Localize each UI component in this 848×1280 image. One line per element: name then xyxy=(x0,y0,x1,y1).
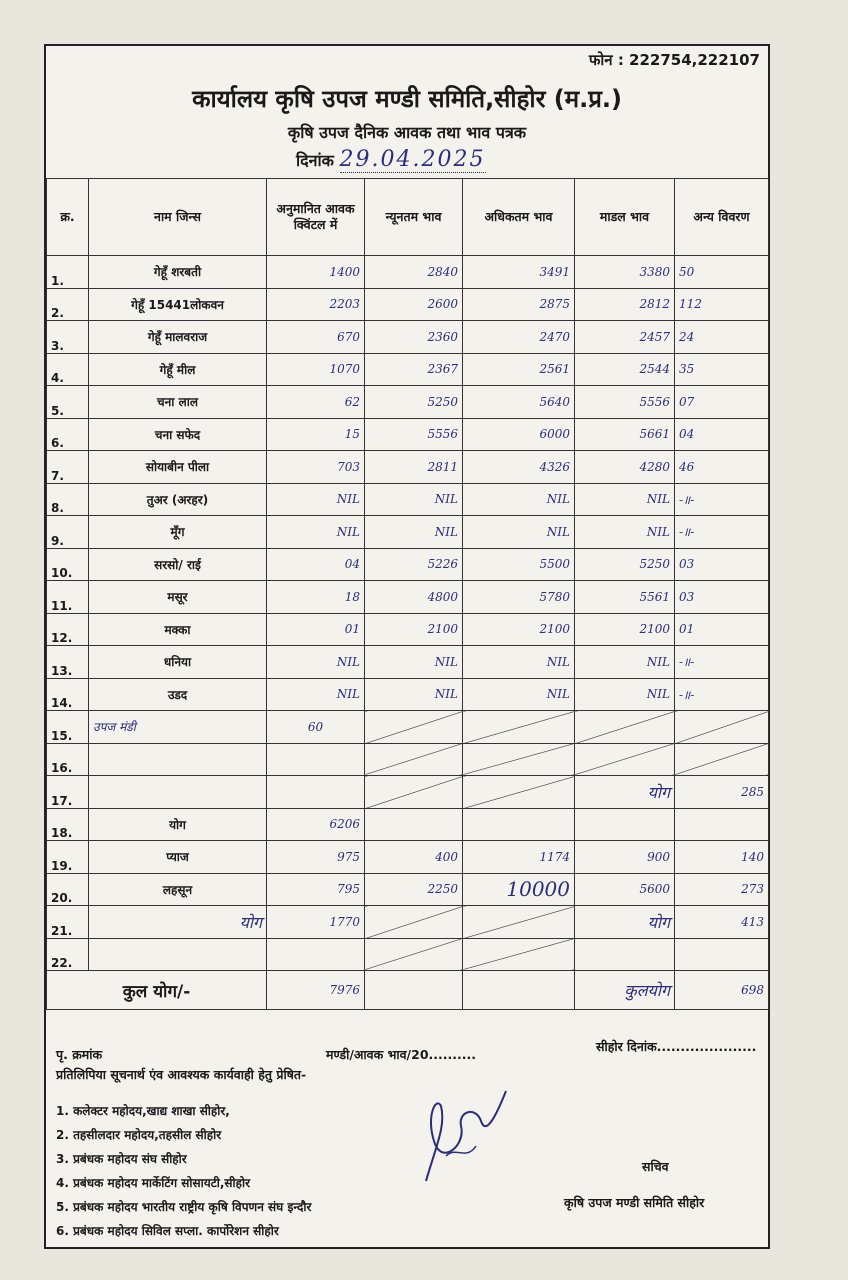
min-price: 2600 xyxy=(365,288,463,321)
arrival-value: 04 xyxy=(267,548,365,581)
min-price: 2367 xyxy=(365,353,463,386)
max-price: 5640 xyxy=(463,386,575,419)
subtotal-label: योग xyxy=(89,906,267,939)
report-subtitle: कृषि उपज दैनिक आवक तथा भाव पत्रक xyxy=(287,123,527,142)
commodity-name xyxy=(89,743,267,776)
cc-item: 4. प्रबंधक महोदय मार्केटिंग सोसायटी,सीहोर xyxy=(56,1176,251,1190)
arrival-value xyxy=(267,776,365,809)
arrival-value: 60 xyxy=(267,711,365,744)
commodity-name: प्याज xyxy=(89,841,267,874)
crossed-cell xyxy=(575,743,675,776)
other-value: -॥- xyxy=(675,646,769,679)
arrival-value: 795 xyxy=(267,873,365,906)
crossed-cell xyxy=(365,906,463,939)
min-price: 5556 xyxy=(365,418,463,451)
commodity-name: चना सफेद xyxy=(89,418,267,451)
office-title: कार्यालय कृषि उपज मण्डी समिति,सीहोर (म.प्र.) xyxy=(192,85,622,113)
crossed-cell xyxy=(463,906,575,939)
row-number: 5. xyxy=(47,386,89,419)
max-price: 2470 xyxy=(463,321,575,354)
col-header-min-price: न्यूनतम भाव xyxy=(365,179,463,256)
other-value: 112 xyxy=(675,288,769,321)
col-header-commodity: नाम जिन्स xyxy=(89,179,267,256)
model-price: 5561 xyxy=(575,581,675,614)
max-price: NIL xyxy=(463,646,575,679)
grand-total-row xyxy=(47,971,769,1010)
arrival-value: 2203 xyxy=(267,288,365,321)
table-row xyxy=(47,418,769,451)
min-price xyxy=(365,971,463,1010)
table-row xyxy=(47,386,769,419)
arrival-value: 62 xyxy=(267,386,365,419)
row-number: 8. xyxy=(47,483,89,516)
arrival-value: 703 xyxy=(267,451,365,484)
crossed-cell xyxy=(463,711,575,744)
row-number: 1. xyxy=(47,256,89,289)
row-number: 9. xyxy=(47,516,89,549)
signature xyxy=(406,1086,516,1196)
commodity-name xyxy=(89,776,267,809)
arrival-value: NIL xyxy=(267,483,365,516)
min-price: 5250 xyxy=(365,386,463,419)
col-header-model-price: माडल भाव xyxy=(575,179,675,256)
mandi-reference: मण्डी/आवक भाव/20.......... xyxy=(326,1047,477,1062)
other-value: 46 xyxy=(675,451,769,484)
col-header-arrival: अनुमानित आवक क्विंटल में xyxy=(267,179,365,256)
row-number: 19. xyxy=(47,841,89,874)
commodity-name: गेहूँ मील xyxy=(89,353,267,386)
arrival-value: NIL xyxy=(267,678,365,711)
min-price: 4800 xyxy=(365,581,463,614)
table-row xyxy=(47,873,769,906)
max-price: 2100 xyxy=(463,613,575,646)
crossed-cell xyxy=(365,776,463,809)
copy-note: प्रतिलिपिया सूचनार्थ एंव आवश्यक कार्यवाही हेतु प्रेषित- xyxy=(56,1067,307,1082)
arrival-value: NIL xyxy=(267,516,365,549)
max-price: 3491 xyxy=(463,256,575,289)
row-number: 21. xyxy=(47,906,89,939)
max-price: NIL xyxy=(463,483,575,516)
model-price: 2544 xyxy=(575,353,675,386)
row-number: 3. xyxy=(47,321,89,354)
commodity-name: सोयाबीन पीला xyxy=(89,451,267,484)
commodity-name: लहसून xyxy=(89,873,267,906)
max-price: NIL xyxy=(463,678,575,711)
model-price: 5600 xyxy=(575,873,675,906)
table-row xyxy=(47,711,769,744)
min-price: 2100 xyxy=(365,613,463,646)
row-number: 18. xyxy=(47,808,89,841)
max-price: 10000 xyxy=(463,873,575,906)
grand-total-other: 698 xyxy=(675,971,769,1010)
cc-item: 1. कलेक्टर महोदय,खाद्य शाखा सीहोर, xyxy=(56,1104,230,1118)
row-number: 4. xyxy=(47,353,89,386)
table-row xyxy=(47,451,769,484)
min-price: 2811 xyxy=(365,451,463,484)
max-price: 2561 xyxy=(463,353,575,386)
reference-number: पृ. क्रमांक xyxy=(56,1047,103,1062)
max-price: 4326 xyxy=(463,451,575,484)
min-price: 2840 xyxy=(365,256,463,289)
date-value: 29.04.2025 xyxy=(339,147,486,172)
max-price: 5780 xyxy=(463,581,575,614)
crossed-cell xyxy=(575,711,675,744)
table-row xyxy=(47,906,769,939)
model-price: NIL xyxy=(575,483,675,516)
min-price: NIL xyxy=(365,516,463,549)
arrival-value: 6206 xyxy=(267,808,365,841)
table-row xyxy=(47,256,769,289)
subtotal-label: योग xyxy=(575,906,675,939)
row-number: 12. xyxy=(47,613,89,646)
grand-total-arrival: 7976 xyxy=(267,971,365,1010)
arrival-value: 1070 xyxy=(267,353,365,386)
table-body xyxy=(47,256,769,1010)
commodity-name: चना लाल xyxy=(89,386,267,419)
row-number: 6. xyxy=(47,418,89,451)
commodity-name: गेहूँ 15441लोकवन xyxy=(89,288,267,321)
model-price: 2812 xyxy=(575,288,675,321)
secretary-org: कृषि उपज मण्डी समिति सीहोर xyxy=(564,1195,705,1210)
row-number: 13. xyxy=(47,646,89,679)
max-price: 2875 xyxy=(463,288,575,321)
commodity-name: गेहूँ शरबती xyxy=(89,256,267,289)
max-price: 6000 xyxy=(463,418,575,451)
other-value xyxy=(675,938,769,971)
table-row xyxy=(47,288,769,321)
other-value: 03 xyxy=(675,548,769,581)
other-value: 140 xyxy=(675,841,769,874)
table-header-row xyxy=(47,179,769,256)
commodity-name: उडद xyxy=(89,678,267,711)
row-number: 14. xyxy=(47,678,89,711)
model-price: 5250 xyxy=(575,548,675,581)
arrival-value xyxy=(267,743,365,776)
row-number: 17. xyxy=(47,776,89,809)
date-label: दिनांक xyxy=(296,151,334,170)
other-value: -॥- xyxy=(675,678,769,711)
arrival-value: 01 xyxy=(267,613,365,646)
crossed-cell xyxy=(463,743,575,776)
table-row xyxy=(47,743,769,776)
commodity-name: उपज मंडी xyxy=(89,711,267,744)
commodity-name xyxy=(89,938,267,971)
arrival-value: NIL xyxy=(267,646,365,679)
min-price: 400 xyxy=(365,841,463,874)
table-row xyxy=(47,548,769,581)
phone-number: फोन : 222754,222107 xyxy=(588,51,760,69)
other-value: 04 xyxy=(675,418,769,451)
model-price: 5661 xyxy=(575,418,675,451)
other-value: 35 xyxy=(675,353,769,386)
table-row xyxy=(47,581,769,614)
date-line xyxy=(296,147,486,172)
arrival-value: 975 xyxy=(267,841,365,874)
cc-list xyxy=(56,1102,311,1246)
row-number: 22. xyxy=(47,938,89,971)
subtotal-label: योग xyxy=(575,776,675,809)
col-header-sno: क्र. xyxy=(47,179,89,256)
min-price: 2250 xyxy=(365,873,463,906)
row-number: 16. xyxy=(47,743,89,776)
max-price: NIL xyxy=(463,516,575,549)
table-row xyxy=(47,516,769,549)
commodity-name: धनिया xyxy=(89,646,267,679)
model-price: NIL xyxy=(575,646,675,679)
other-value: 07 xyxy=(675,386,769,419)
arrival-value: 15 xyxy=(267,418,365,451)
arrival-value: 1400 xyxy=(267,256,365,289)
cc-item: 2. तहसीलदार महोदय,तहसील सीहोर xyxy=(56,1128,222,1142)
commodity-name: मसूर xyxy=(89,581,267,614)
max-price xyxy=(463,971,575,1010)
document-sheet xyxy=(44,44,770,1249)
other-value: 413 xyxy=(675,906,769,939)
model-price: 900 xyxy=(575,841,675,874)
arrival-value: 1770 xyxy=(267,906,365,939)
sehore-date: सीहोर दिनांक..................... xyxy=(596,1039,757,1054)
model-price: 5556 xyxy=(575,386,675,419)
max-price: 5500 xyxy=(463,548,575,581)
table-row xyxy=(47,321,769,354)
other-value xyxy=(675,808,769,841)
row-number: 2. xyxy=(47,288,89,321)
secretary-title: सचिव xyxy=(642,1159,669,1174)
crossed-cell xyxy=(463,938,575,971)
model-price xyxy=(575,938,675,971)
crossed-cell xyxy=(365,938,463,971)
crossed-cell xyxy=(675,743,769,776)
row-number: 10. xyxy=(47,548,89,581)
cc-item: 3. प्रबंधक महोदय संघ सीहोर xyxy=(56,1152,187,1166)
row-number: 15. xyxy=(47,711,89,744)
arrival-value xyxy=(267,938,365,971)
commodity-name: तुअर (अरहर) xyxy=(89,483,267,516)
commodity-name: गेहूँ मालवराज xyxy=(89,321,267,354)
model-price xyxy=(575,808,675,841)
table-row xyxy=(47,776,769,809)
table-row xyxy=(47,483,769,516)
min-price: NIL xyxy=(365,646,463,679)
other-value: 273 xyxy=(675,873,769,906)
model-price: 2100 xyxy=(575,613,675,646)
other-value: 50 xyxy=(675,256,769,289)
arrival-value: 18 xyxy=(267,581,365,614)
cc-item: 5. प्रबंधक महोदय भारतीय राष्ट्रीय कृषि विपणन संघ इन्दौर xyxy=(56,1200,312,1214)
row-number: 11. xyxy=(47,581,89,614)
commodity-name: मूँग xyxy=(89,516,267,549)
other-value: 01 xyxy=(675,613,769,646)
table-row xyxy=(47,841,769,874)
table-row xyxy=(47,646,769,679)
other-value: 24 xyxy=(675,321,769,354)
col-header-max-price: अधिकतम भाव xyxy=(463,179,575,256)
other-value: -॥- xyxy=(675,483,769,516)
min-price: NIL xyxy=(365,483,463,516)
price-table xyxy=(46,178,769,1010)
commodity-name: सरसो/ राई xyxy=(89,548,267,581)
crossed-cell xyxy=(365,711,463,744)
row-number: 7. xyxy=(47,451,89,484)
max-price: 1174 xyxy=(463,841,575,874)
table-row xyxy=(47,808,769,841)
table-row xyxy=(47,353,769,386)
row-number: 20. xyxy=(47,873,89,906)
other-value: 03 xyxy=(675,581,769,614)
model-price: NIL xyxy=(575,516,675,549)
grand-total-label: कुल योग/- xyxy=(47,971,267,1010)
min-price: 2360 xyxy=(365,321,463,354)
crossed-cell xyxy=(675,711,769,744)
commodity-name: मक्का xyxy=(89,613,267,646)
model-price: 4280 xyxy=(575,451,675,484)
min-price: 5226 xyxy=(365,548,463,581)
commodity-name: योग xyxy=(89,808,267,841)
table-row xyxy=(47,678,769,711)
model-price: 2457 xyxy=(575,321,675,354)
other-value: 285 xyxy=(675,776,769,809)
table-row xyxy=(47,938,769,971)
crossed-cell xyxy=(365,743,463,776)
max-price xyxy=(463,808,575,841)
other-value: -॥- xyxy=(675,516,769,549)
min-price xyxy=(365,808,463,841)
table-row xyxy=(47,613,769,646)
crossed-cell xyxy=(463,776,575,809)
min-price: NIL xyxy=(365,678,463,711)
col-header-other: अन्य विवरण xyxy=(675,179,769,256)
grand-total-label-hw: कुलयोग xyxy=(575,971,675,1010)
model-price: 3380 xyxy=(575,256,675,289)
cc-item: 6. प्रबंधक महोदय सिविल सप्ला. कार्पोरेशन सीहोर xyxy=(56,1224,279,1238)
model-price: NIL xyxy=(575,678,675,711)
arrival-value: 670 xyxy=(267,321,365,354)
